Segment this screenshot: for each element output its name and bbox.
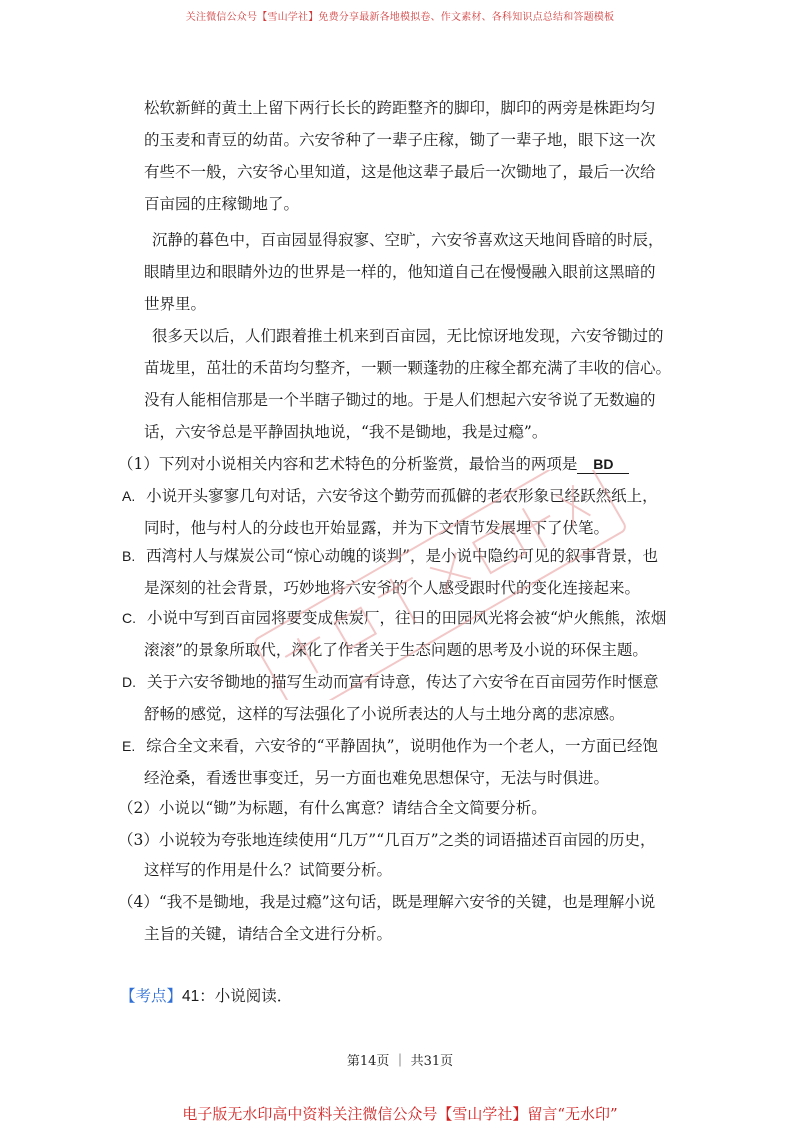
kaodian-line: [120, 984, 292, 1006]
question-3: （3）小说较为夸张地连续使用“几万”“几百万”之类的词语描述百亩园的历史，: [118, 831, 656, 849]
option-letter: E.: [122, 738, 136, 754]
option-text: 关于六安爷锄地的描写生动而富有诗意，传达了六安爷在百亩园劳作时惬意: [146, 673, 659, 691]
question-4: （4）“我不是锄地，我是过瘾”这句话，既是理解六安爷的关键，也是理解小说: [118, 893, 656, 911]
option-e: [122, 734, 658, 756]
option-text: 舒畅的感觉，这样的写法强化了小说所表达的人与土地分离的悲凉感。: [144, 705, 625, 723]
question-2: （2）小说以“锄”为标题，有什么寓意？请结合全文简要分析。: [118, 799, 547, 817]
option-text: 西湾村人与煤炭公司“惊心动魄的谈判”，是小说中隐约可见的叙事背景，也: [146, 547, 659, 565]
kaodian-text: ：小说阅读．: [199, 987, 293, 1005]
option-text: 经沧桑，看透世事变迁，另一方面也难免思想保守，无法与时俱进。: [144, 769, 610, 787]
question-3-cont: 这样写的作用是什么？试简要分析。: [144, 861, 393, 879]
kaodian-tag: 【考点】: [120, 987, 183, 1005]
option-letter: C.: [122, 610, 136, 626]
passage-line: 百亩园的庄稼锄地了。: [144, 195, 300, 213]
option-b: [122, 544, 658, 566]
passage-line: 没有人能相信那是一个半瞎子锄过的地。于是人们想起六安爷说了无数遍的: [144, 391, 656, 409]
option-a: [122, 484, 658, 506]
option-text: 滚滚”的景象所取代，深化了作者关于生态问题的思考及小说的环保主题。: [144, 641, 648, 659]
option-text: 小说开头寥寥几句对话，六安爷这个勤劳而孤僻的老农形象已经跃然纸上，: [146, 487, 658, 505]
passage-line: 松软新鲜的黄土上留下两行长长的跨距整齐的脚印，脚印的两旁是株距均匀: [144, 99, 656, 117]
question-1-text: （1）下列对小说相关内容和艺术特色的分析鉴赏，最恰当的两项是: [118, 455, 578, 473]
question-4-cont: 主旨的关键，请结合全文进行分析。: [144, 925, 393, 943]
option-letter: A.: [122, 488, 136, 504]
option-text: 是深刻的社会背景，巧妙地将六安爷的个人感受跟时代的变化连接起来。: [144, 579, 641, 597]
option-text: 综合全文来看，六安爷的“平静固执”，说明他作为一个老人，一方面已经饱: [146, 737, 659, 755]
passage-line: 有些不一般，六安爷心里知道，这是他这辈子最后一次锄地了，最后一次给: [144, 163, 656, 181]
kaodian-code: 41: [182, 988, 200, 1005]
question-1-answer: BD: [577, 455, 629, 474]
passage-line: 眼睛里边和眼睛外边的世界是一样的，他知道自己在慢慢融入眼前这黑暗的: [144, 263, 656, 281]
question-1-stem: [118, 452, 629, 474]
passage-line: 很多天以后，人们跟着推土机来到百亩园，无比惊讶地发现，六安爷锄过的: [152, 327, 664, 345]
option-text: 小说中写到百亩园将要变成焦炭厂，往日的田园风光将会被“炉火熊熊，浓烟: [146, 609, 667, 627]
top-promo-banner: 关注微信公众号【雪山学社】免费分享最新各地模拟卷、作文素材、各科知识点总结和答题模板: [185, 12, 615, 23]
passage-line: 苗垅里，茁壮的禾苗均匀整齐，一颗一颗蓬勃的庄稼全都充满了丰收的信心。: [144, 359, 672, 377]
passage-line: 沉静的暮色中，百亩园显得寂寥、空旷，六安爷喜欢这天地间昏暗的时辰，: [152, 231, 664, 249]
option-letter: D.: [122, 674, 136, 690]
option-text: 同时，他与村人的分歧也开始显露，并为下文情节发展埋下了伏笔。: [144, 519, 610, 537]
bottom-promo-banner: 电子版无水印高中资料关注微信公众号【雪山学社】留言“无水印”: [182, 1105, 618, 1123]
passage-line: 话，六安爷总是平静固执地说，“我不是锄地，我是过瘾”。: [144, 423, 548, 441]
page-footer: 第14页 ｜ 共31页: [346, 1054, 454, 1069]
passage-line: 世界里。: [144, 295, 207, 313]
option-letter: B.: [122, 548, 136, 564]
passage-line: 的玉麦和青豆的幼苗。六安爷种了一辈子庄稼，锄了一辈子地，眼下这一次: [144, 131, 656, 149]
option-c: [122, 606, 666, 628]
option-d: [122, 670, 658, 692]
